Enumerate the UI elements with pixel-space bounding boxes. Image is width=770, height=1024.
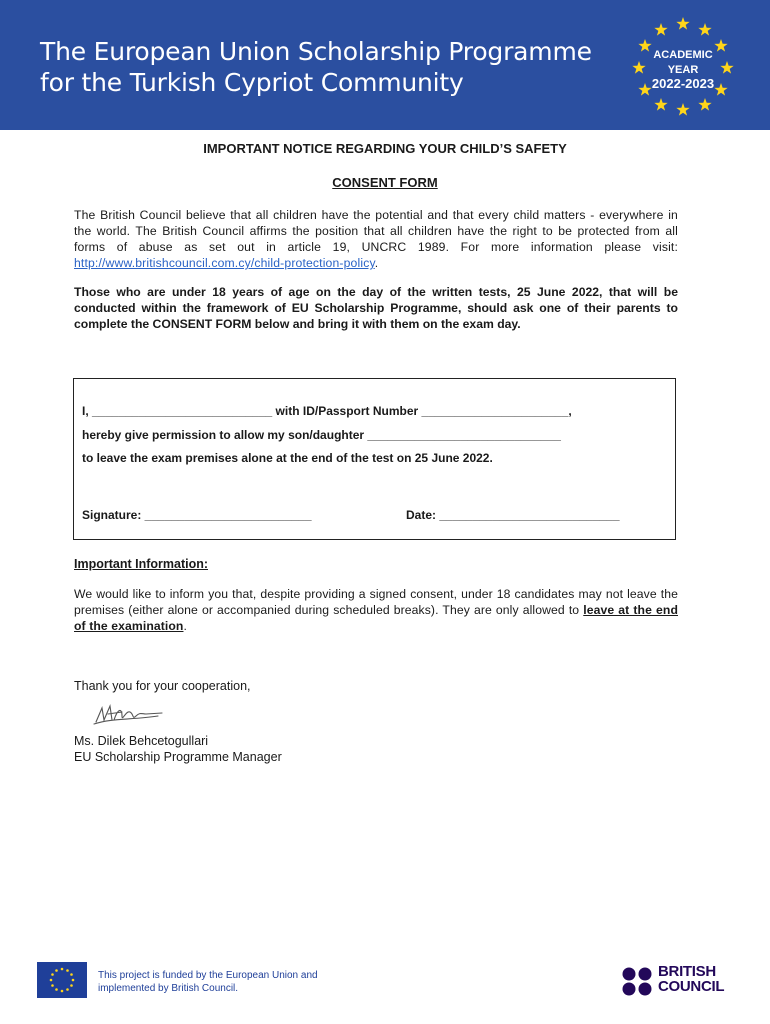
date-line: Date: ___________________________ (406, 508, 620, 522)
programme-title-line1: The European Union Scholarship Programme (40, 37, 592, 66)
notice-heading: IMPORTANT NOTICE REGARDING YOUR CHILD’S SAFETY (203, 141, 567, 156)
british-council-logo (622, 964, 732, 998)
important-info-after: . (183, 619, 187, 633)
intro-after-link: . (374, 256, 379, 270)
handwritten-signature-icon (92, 700, 168, 728)
under-18-instructions: Those who are under 18 years of age on the day of the written tests, 25 June 2022, that will be conducted within the framework of EU Scholarship Programme, should ask one of their parents to complete the CONSENT FORM below and bring it with them on the exam day. (74, 285, 678, 331)
important-info-heading: Important Information: (74, 557, 209, 571)
academic-year-badge (622, 14, 744, 118)
british-council-dots-icon (622, 966, 656, 996)
funding-statement (98, 969, 358, 995)
important-info-text: We would like to inform you that, despite providing a signed consent, under 18 candidates may not leave the premises (either alone or accompanied during scheduled breaks). They are only allowed to (74, 587, 678, 617)
signer-role: EU Scholarship Programme Manager (74, 750, 282, 764)
funding-line1: This project is funded by the European Union and (98, 970, 318, 981)
consent-leave-line: to leave the exam premises alone at the end of the test on 25 June 2022. (82, 451, 493, 465)
eu-flag-icon (37, 962, 87, 998)
consent-form-box (73, 378, 676, 540)
badge-year-range: 2022-2023 (651, 76, 715, 91)
header-banner (0, 0, 770, 130)
signer-name: Ms. Dilek Behcetogullari (74, 734, 209, 748)
consent-name-id-line: I, ___________________________ with ID/Passport Number ______________________, (82, 404, 572, 418)
programme-title (40, 36, 620, 98)
child-protection-link[interactable]: http://www.britishcouncil.com.cy/child-protection-policy (74, 256, 375, 270)
british-council-wordmark (658, 964, 724, 994)
bc-line1: BRITISH (658, 963, 716, 980)
signature-line: Signature: _________________________ (82, 508, 312, 522)
funding-line2: implemented by British Council. (98, 983, 239, 994)
consent-permission-line: hereby give permission to allow my son/daughter _____________________________ (82, 428, 561, 442)
intro-text: The British Council believe that all children have the potential and that every child matters - everywhere in the world. The British Council affirms the position that all children have the right to be protected from all forms of abuse as set out in article 19, UNCRC 1989. For more information please visit: (74, 208, 678, 254)
thanks-line: Thank you for your cooperation, (74, 679, 251, 693)
badge-academic: ACADEMIC (653, 49, 713, 61)
badge-year: YEAR (667, 64, 699, 76)
intro-paragraph (74, 207, 678, 271)
programme-title-line2: for the Turkish Cypriot Community (40, 68, 464, 97)
bc-line2: COUNCIL (658, 978, 725, 995)
important-info-paragraph (74, 586, 678, 634)
important-info-emphasis: leave at the end of the examination (74, 603, 678, 633)
consent-form-heading: CONSENT FORM (332, 175, 438, 190)
